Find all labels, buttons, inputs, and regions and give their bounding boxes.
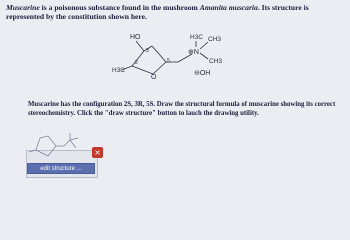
label-h3c-top: H3C	[190, 34, 204, 41]
bond-n-methyl-a	[200, 42, 208, 49]
thumb-bond	[36, 150, 48, 156]
thumb-bond	[70, 138, 78, 140]
bond-c3-c2	[132, 51, 144, 66]
label-c3: 3	[146, 48, 149, 54]
bond-n-methyl-b	[200, 53, 208, 59]
label-ch3-b: CH3	[209, 58, 223, 65]
bond-c3-oh	[136, 41, 144, 51]
species-name: Amanita muscaria	[199, 3, 258, 12]
label-c5: 5	[167, 58, 170, 64]
edit-structure-button[interactable]: edit structure ...	[27, 163, 95, 174]
label-ring-oxygen: O	[151, 74, 157, 81]
question-text: Muscarine has the configuration 2S, 3R, 5S. Draw the structural formula of muscarine showing its correct stereochemistry. Click the "draw structure" button to lauch the drawing utility.	[28, 101, 336, 117]
structure-thumbnail	[26, 124, 96, 168]
intro-text-2: . Its structure is represented by the constitution shown here.	[6, 3, 309, 22]
label-h3c-left: H3C	[112, 67, 126, 74]
muscarine-structure	[108, 28, 288, 98]
bond-c2-o	[132, 66, 153, 74]
thumb-bond	[40, 136, 48, 138]
intro-paragraph	[6, 3, 342, 22]
close-icon[interactable]: ×	[92, 147, 103, 158]
intro-text-1: is a poisonous substance found in the mushroom	[39, 3, 200, 12]
thumb-bond	[48, 146, 56, 156]
label-ammonium-n: ⊕N	[188, 49, 199, 56]
label-ch3-a: CH3	[208, 36, 222, 43]
label-hydroxide: ⊖OH	[194, 70, 211, 77]
label-c2: 2	[135, 60, 138, 66]
bond-c5-c4	[152, 46, 166, 62]
bond-o-c5	[153, 62, 166, 74]
thumb-bond	[64, 140, 70, 146]
compound-name: Muscarine	[6, 3, 40, 12]
thumb-bond	[36, 138, 40, 150]
thumb-bond	[48, 136, 56, 146]
thumb-bond	[70, 140, 76, 148]
thumb-bond	[29, 150, 36, 152]
label-ho: HO	[130, 34, 141, 41]
